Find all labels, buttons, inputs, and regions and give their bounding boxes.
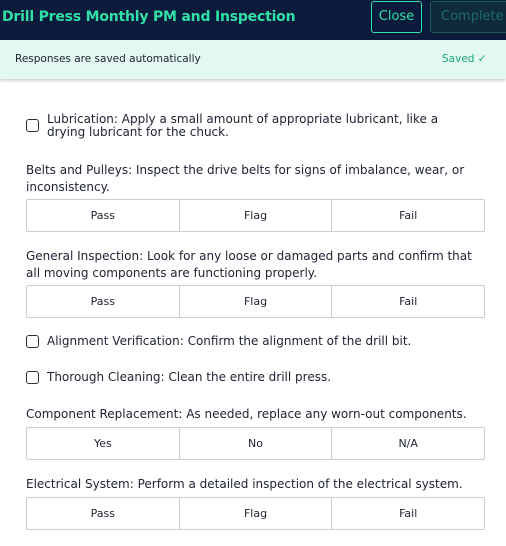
belts-pulleys-question: Belts and Pulleys: Inspect the drive belts for signs of imbalance, wear, or inconsistency. [26, 163, 465, 194]
option-fail[interactable]: Fail [399, 209, 418, 222]
option-pass[interactable]: Pass [27, 498, 180, 529]
cleaning-checkbox[interactable] [26, 371, 39, 384]
option-flag[interactable]: Flag [180, 498, 333, 529]
option-fail[interactable]: Fail [399, 295, 418, 308]
option-pass[interactable]: Pass [27, 200, 180, 231]
complete-button[interactable]: Complete [430, 1, 506, 33]
lubrication-label: Lubrication: Apply a small amount of appropriate lubricant, like a drying lubricant for the chuck. [47, 112, 439, 139]
header-bar [0, 0, 506, 40]
option-no[interactable]: No [180, 428, 333, 459]
belts-pulleys-options [26, 199, 485, 232]
component-replacement-options [26, 427, 485, 460]
page-title: Drill Press Monthly PM and Inspection [2, 9, 296, 25]
saved-status: Saved ✓ [442, 53, 487, 65]
general-inspection-options [26, 285, 485, 318]
option-yes[interactable]: Yes [27, 428, 180, 459]
option-na[interactable]: N/A [398, 437, 418, 450]
cleaning-label: Thorough Cleaning: Clean the entire drill press. [47, 370, 332, 384]
option-fail[interactable]: Fail [399, 507, 418, 520]
lubrication-checkbox[interactable] [26, 119, 39, 132]
electrical-system-options [26, 497, 485, 530]
close-button[interactable]: Close [371, 1, 422, 33]
autosave-banner [0, 40, 506, 79]
alignment-checkbox[interactable] [26, 335, 39, 348]
autosave-message: Responses are saved automatically [15, 53, 201, 65]
component-replacement-question: Component Replacement: As needed, replace any worn-out components. [26, 407, 467, 421]
electrical-system-question: Electrical System: Perform a detailed inspection of the electrical system. [26, 477, 463, 491]
alignment-label: Alignment Verification: Confirm the alignment of the drill bit. [47, 334, 412, 348]
option-flag[interactable]: Flag [180, 200, 333, 231]
general-inspection-question: General Inspection: Look for any loose or damaged parts and confirm that all moving components are functioning properly. [26, 249, 472, 280]
option-pass[interactable]: Pass [27, 286, 180, 317]
option-flag[interactable]: Flag [180, 286, 333, 317]
